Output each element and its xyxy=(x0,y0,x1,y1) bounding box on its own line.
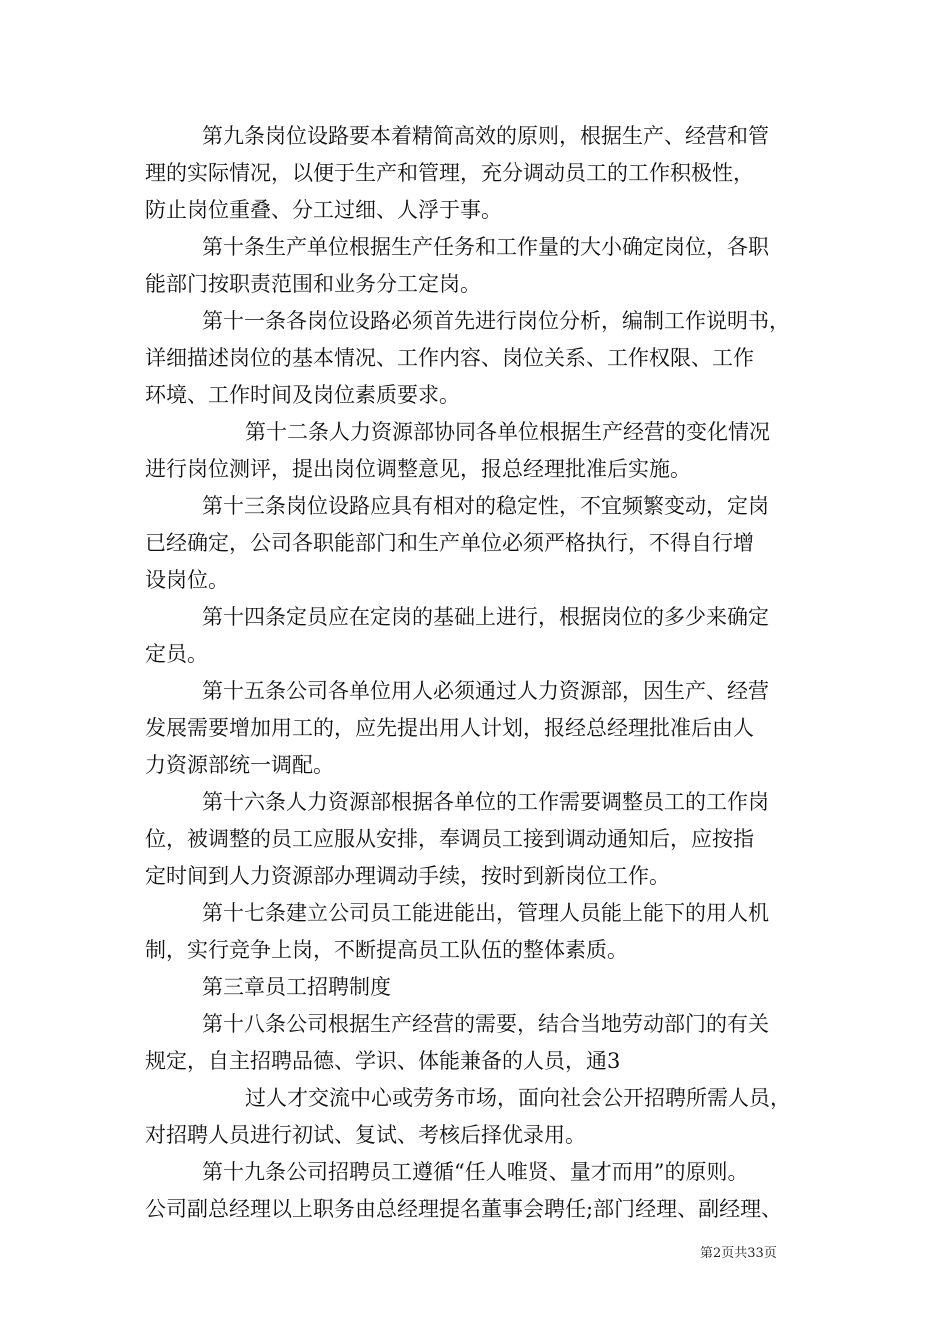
text-line: 第十条生产单位根据生产任务和工作量的大小确定岗位，各职 xyxy=(202,235,769,259)
text-line: 已经确定，公司各职能部门和生产单位必须严格执行，不得自行增 xyxy=(145,531,754,555)
text-line: 第十六条人力资源部根据各单位的工作需要调整员工的工作岗 xyxy=(202,790,769,814)
text-line: 进行岗位测评，提出岗位调整意见，报总经理批准后实施。 xyxy=(145,457,691,481)
text-line: 第十九条公司招聘员工遵循“任人唯贤、量才而用”的原则。 xyxy=(202,1160,749,1184)
text-line: 第十七条建立公司员工能进能出，管理人员能上能下的用人机 xyxy=(202,901,769,925)
text-line: 第十一条各岗位设路必须首先进行岗位分析，编制工作说明书， xyxy=(202,309,790,333)
text-line: 第三章员工招聘制度 xyxy=(202,975,391,999)
text-line: 第十八条公司根据生产经营的需要，结合当地劳动部门的有关 xyxy=(202,1012,769,1036)
text-line: 发展需要增加用工的，应先提出用人计划，报经总经理批准后由人 xyxy=(145,716,754,740)
text-line: 第十五条公司各单位用人必须通过人力资源部，因生产、经营 xyxy=(202,679,769,703)
text-line: 详细描述岗位的基本情况、工作内容、岗位关系、工作权限、工作 xyxy=(145,346,754,370)
text-line: 公司副总经理以上职务由总经理提名董事会聘任;部门经理、副经理、 xyxy=(145,1197,783,1221)
text-line: 防止岗位重叠、分工过细、人浮于事。 xyxy=(145,198,502,222)
text-line: 能部门按职责范围和业务分工定岗。 xyxy=(145,272,481,296)
text-line: 设岗位。 xyxy=(145,568,229,592)
text-line: 规定，自主招聘品德、学识、体能兼备的人员，通3 xyxy=(145,1049,621,1073)
text-line: 第九条岗位设路要本着精简高效的原则，根据生产、经营和管 xyxy=(202,124,769,148)
text-line: 环境、工作时间及岗位素质要求。 xyxy=(145,383,460,407)
text-line: 第十四条定员应在定岗的基础上进行，根据岗位的多少来确定 xyxy=(202,605,769,629)
text-line: 定时间到人力资源部办理调动手续，按时到新岗位工作。 xyxy=(145,864,670,888)
text-line: 定员。 xyxy=(145,642,208,666)
page-number: 第2页共33页 xyxy=(700,1246,777,1261)
text-line: 制，实行竞争上岗，不断提高员工队伍的整体素质。 xyxy=(145,938,628,962)
text-line: 力资源部统一调配。 xyxy=(145,753,334,777)
text-line: 位，被调整的员工应服从安排，奉调员工接到调动通知后，应按指 xyxy=(145,827,754,851)
text-line: 过人才交流中心或劳务市场，面向社会公开招聘所需人员， xyxy=(245,1086,791,1110)
text-line: 第十三条岗位设路应具有相对的稳定性，不宜频繁变动，定岗 xyxy=(202,494,769,518)
text-line: 第十二条人力资源部协同各单位根据生产经营的变化情况 xyxy=(245,420,770,444)
document-body xyxy=(145,118,815,1228)
text-line: 理的实际情况，以便于生产和管理，充分调动员工的工作积极性， xyxy=(145,161,754,185)
text-line: 对招聘人员进行初试、复试、考核后择优录用。 xyxy=(145,1123,586,1147)
